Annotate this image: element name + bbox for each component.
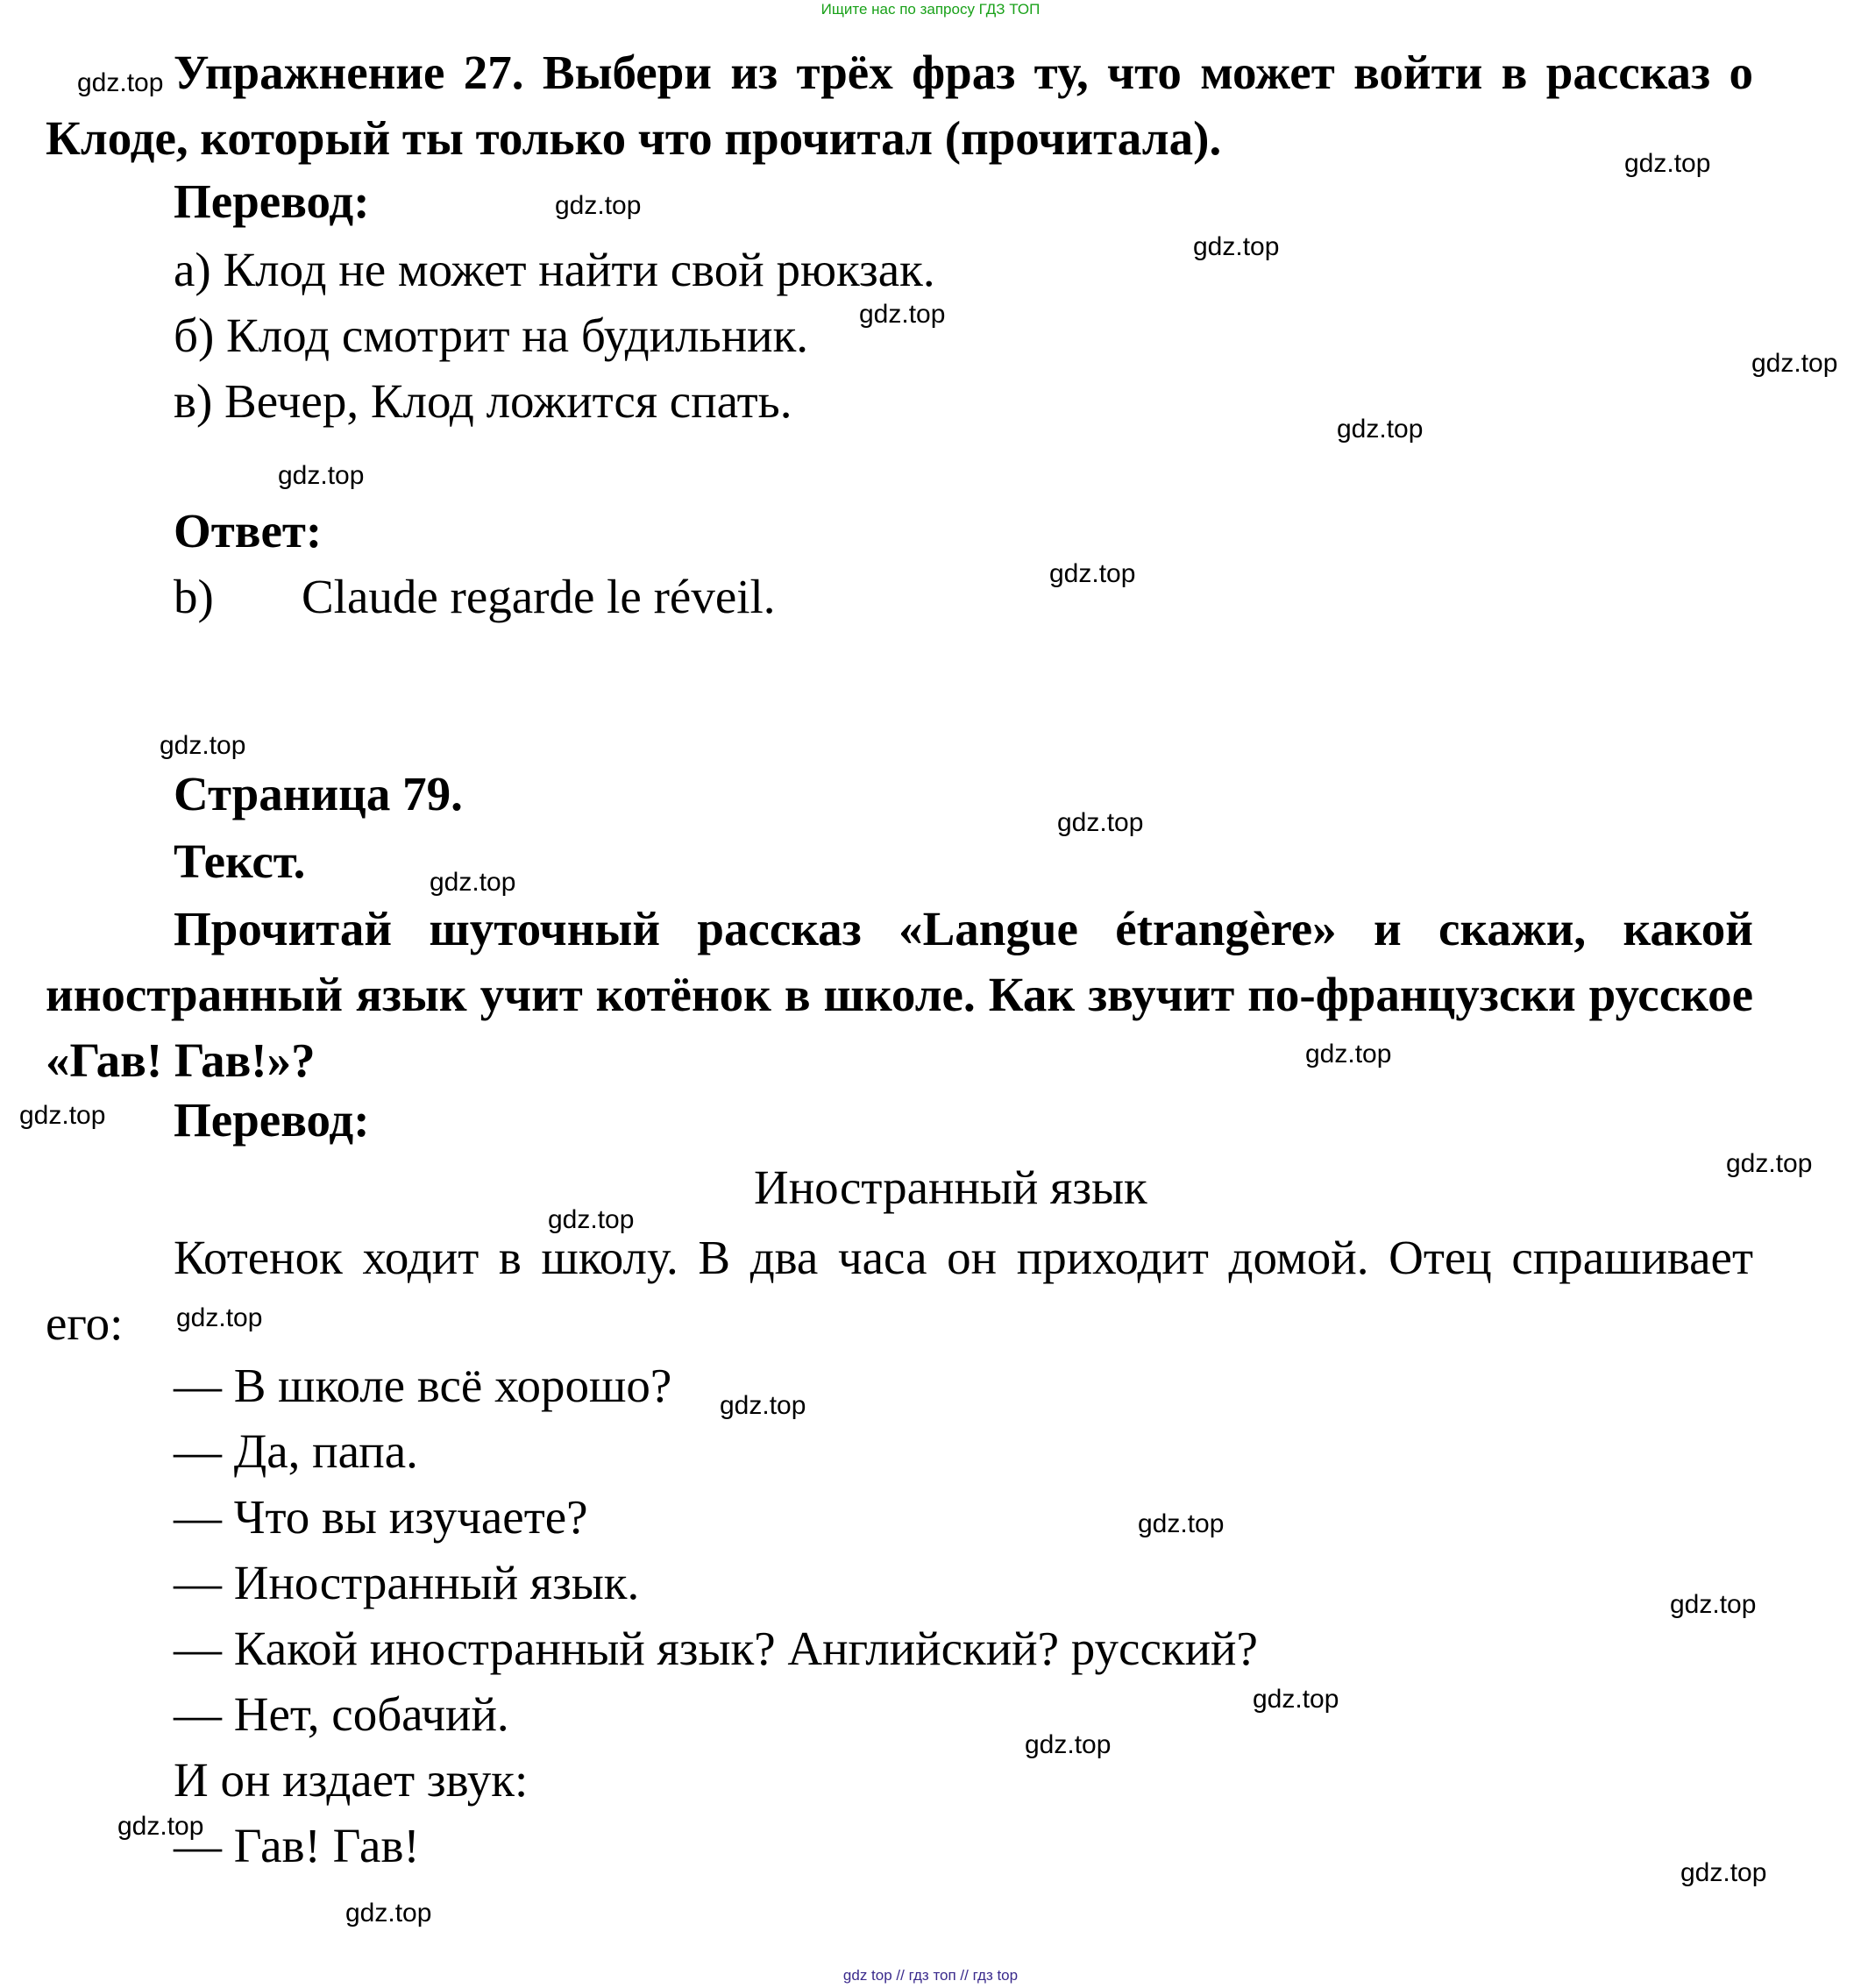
dialogue-line: — Нет, собачий. bbox=[174, 1687, 509, 1741]
watermark: gdz.top bbox=[1305, 1040, 1392, 1069]
page-label: Страница 79. bbox=[174, 767, 463, 820]
task-paragraph: Прочитай шуточный рассказ «Langue étrangère» и скажи, какой иностранный язык учит котёнок в школе. Как звучит по-французски русское «Гав! Гав!»? bbox=[46, 902, 1753, 1087]
translation-label: Перевод: bbox=[174, 174, 370, 228]
text-label: Текст. bbox=[174, 834, 306, 888]
dialogue-line: — Какой иностранный язык? Английский? русский? bbox=[174, 1622, 1258, 1675]
exercise-heading: Упражнение 27. Выбери из трёх фраз ту, что может войти в рассказ о Клоде, который ты только что прочитал (прочитала). bbox=[46, 46, 1753, 165]
watermark: gdz.top bbox=[117, 1812, 204, 1841]
watermark: gdz.top bbox=[1049, 559, 1136, 588]
watermark: gdz.top bbox=[1726, 1149, 1813, 1178]
final-line: — Гав! Гав! bbox=[174, 1819, 420, 1872]
answer-label: Ответ: bbox=[174, 504, 323, 557]
watermark: gdz.top bbox=[1253, 1685, 1339, 1714]
dialogue-line: — Что вы изучаете? bbox=[174, 1490, 588, 1544]
watermark: gdz.top bbox=[548, 1205, 635, 1234]
watermark: gdz.top bbox=[345, 1899, 432, 1928]
watermark: gdz.top bbox=[1680, 1858, 1767, 1887]
story-title: Иностранный язык bbox=[754, 1161, 1147, 1214]
watermark: gdz.top bbox=[859, 300, 946, 329]
watermark: gdz.top bbox=[77, 68, 164, 97]
watermark: gdz.top bbox=[430, 868, 516, 897]
watermark: gdz.top bbox=[19, 1101, 106, 1130]
watermark: gdz.top bbox=[1670, 1590, 1757, 1619]
answer-letter: b) bbox=[174, 570, 214, 623]
closing-line: И он издает звук: bbox=[174, 1753, 529, 1807]
translation-label-2: Перевод: bbox=[174, 1093, 370, 1147]
watermark: gdz.top bbox=[1138, 1509, 1225, 1538]
watermark: gdz.top bbox=[1057, 808, 1144, 837]
watermark: gdz.top bbox=[555, 191, 642, 220]
watermark: gdz.top bbox=[1751, 349, 1838, 378]
option-b: б) Клод смотрит на будильник. bbox=[174, 309, 809, 362]
watermark: gdz.top bbox=[1193, 232, 1280, 261]
option-c: в) Вечер, Клод ложится спать. bbox=[174, 374, 792, 428]
watermark: gdz.top bbox=[1624, 149, 1711, 178]
footer-links[interactable]: gdz top // гдз топ // гдз top bbox=[842, 1967, 1019, 1984]
watermark: gdz.top bbox=[278, 461, 365, 490]
option-a: а) Клод не может найти свой рюкзак. bbox=[174, 243, 935, 296]
watermark: gdz.top bbox=[720, 1391, 806, 1420]
story-intro: Котенок ходит в школу. В два часа он приходит домой. Отец спрашивает его: bbox=[46, 1231, 1753, 1350]
watermark: gdz.top bbox=[160, 731, 246, 760]
top-banner[interactable]: Ищите нас по запросу ГДЗ ТОП bbox=[820, 1, 1041, 18]
watermark: gdz.top bbox=[176, 1303, 263, 1332]
answer-text: Claude regarde le réveil. bbox=[302, 570, 776, 623]
dialogue-line: — Да, папа. bbox=[174, 1424, 418, 1478]
answer-line bbox=[174, 568, 776, 626]
watermark: gdz.top bbox=[1025, 1730, 1112, 1759]
dialogue-line: — Иностранный язык. bbox=[174, 1556, 640, 1609]
dialogue-line: — В школе всё хорошо? bbox=[174, 1359, 672, 1412]
watermark: gdz.top bbox=[1337, 415, 1424, 444]
